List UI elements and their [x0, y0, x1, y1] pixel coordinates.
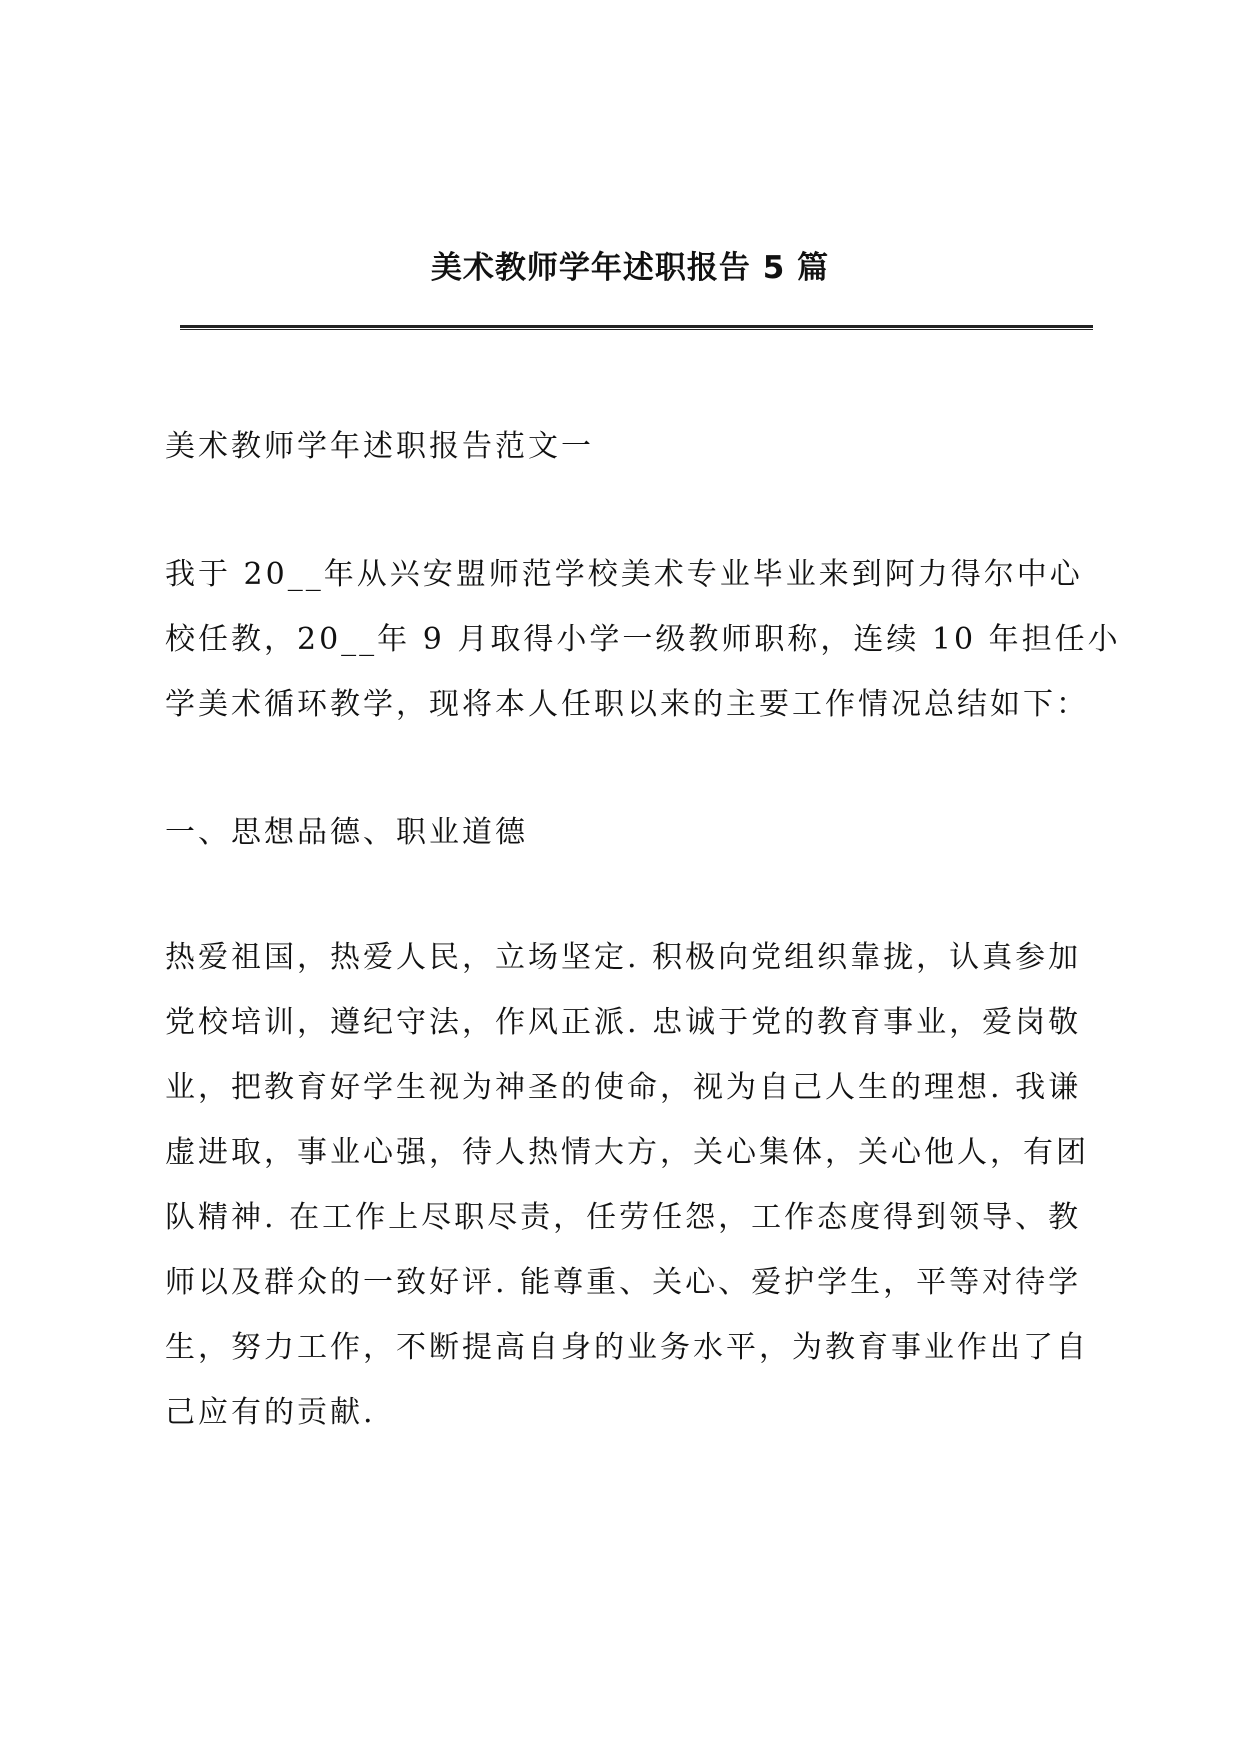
- title-divider: [180, 325, 1093, 330]
- paragraph-line: 党校培训，遵纪守法，作风正派. 忠诚于党的教育事业，爱岗敬: [165, 1005, 1082, 1040]
- intro-paragraph: [165, 542, 1121, 737]
- document-title: 美术教师学年述职报告 5 篇: [430, 250, 830, 286]
- paragraph-line: 校任教，20__年 9 月取得小学一级教师职称，连续 10 年担任小: [165, 622, 1121, 657]
- ethics-paragraph: [165, 925, 1095, 1445]
- section-heading-text: 一、思想品德、职业道德: [165, 815, 528, 850]
- paragraph-line: 业，把教育好学生视为神圣的使命，视为自己人生的理想. 我谦: [165, 1070, 1082, 1105]
- section-heading: [165, 800, 1095, 865]
- paragraph-line: 己应有的贡献.: [165, 1395, 376, 1430]
- report-subtitle: [165, 414, 1095, 479]
- paragraph-line: 生，努力工作，不断提高自身的业务水平，为教育事业作出了自: [165, 1330, 1089, 1365]
- paragraph-line: 热爱祖国，热爱人民，立场坚定. 积极向党组织靠拢，认真参加: [165, 940, 1082, 975]
- paragraph-line: 我于 20__年从兴安盟师范学校美术专业毕业来到阿力得尔中心: [165, 557, 1083, 592]
- paragraph-line: 师以及群众的一致好评. 能尊重、关心、爱护学生，平等对待学: [165, 1265, 1082, 1300]
- paragraph-line: 队精神. 在工作上尽职尽责，任劳任怨，工作态度得到领导、教: [165, 1200, 1082, 1235]
- subtitle-line: 美术教师学年述职报告范文一: [165, 429, 594, 464]
- paragraph-line: 虚进取，事业心强，待人热情大方，关心集体，关心他人，有团: [165, 1135, 1089, 1170]
- paragraph-line: 学美术循环教学，现将本人任职以来的主要工作情况总结如下：: [165, 687, 1089, 722]
